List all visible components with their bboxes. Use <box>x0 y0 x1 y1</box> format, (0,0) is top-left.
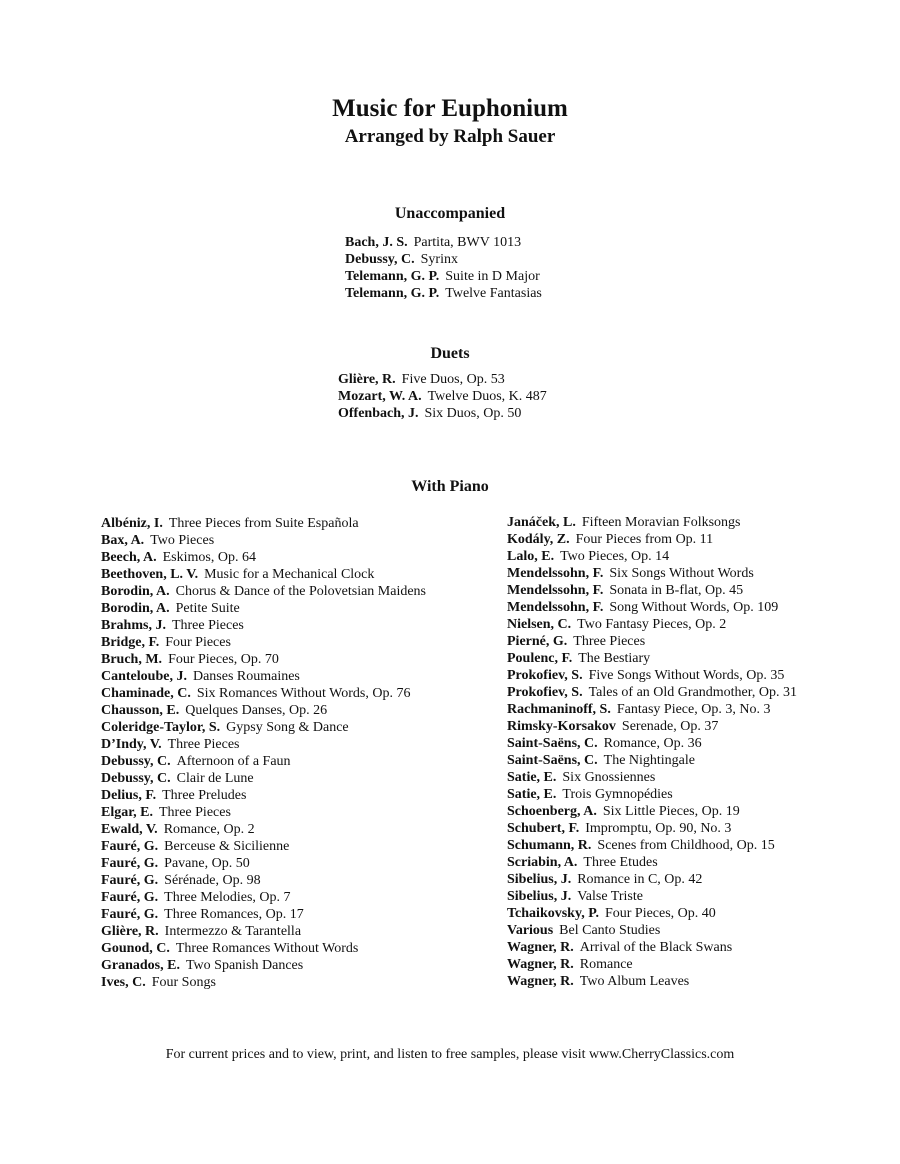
repertoire-entry <box>345 234 542 251</box>
composer-name: Bruch, M. <box>101 652 163 667</box>
work-title: Eskimos, Op. 64 <box>162 550 256 565</box>
repertoire-entry <box>101 532 426 549</box>
footer-note: For current prices and to view, print, and listen to free samples, please visit www.CherryClassics.com <box>165 1047 735 1062</box>
repertoire-entry <box>101 787 426 804</box>
work-title: Six Little Pieces, Op. 19 <box>602 804 740 819</box>
work-title: Three Pieces <box>167 737 240 752</box>
composer-name: Fauré, G. <box>101 873 159 888</box>
work-title: The Nightingale <box>603 753 696 768</box>
repertoire-entry <box>101 515 426 532</box>
composer-name: Beech, A. <box>101 550 157 565</box>
composer-name: Sibelius, J. <box>507 889 572 904</box>
composer-name: Granados, E. <box>101 958 180 973</box>
work-title: Two Pieces, Op. 14 <box>560 549 670 564</box>
repertoire-entry <box>101 600 426 617</box>
repertoire-entry <box>507 837 797 854</box>
repertoire-entry <box>101 770 426 787</box>
composer-name: D’Indy, V. <box>101 737 162 752</box>
repertoire-entry <box>507 684 797 701</box>
composer-name: Mendelssohn, F. <box>507 566 604 581</box>
composer-name: Scriabin, A. <box>507 855 578 870</box>
repertoire-entry <box>507 633 797 650</box>
repertoire-entry <box>101 974 426 991</box>
work-title: Three Romances Without Words <box>175 941 359 956</box>
work-title: The Bestiary <box>578 651 651 666</box>
composer-name: Telemann, G. P. <box>345 269 440 284</box>
with-piano-heading: With Piano <box>411 478 489 495</box>
composer-name: Brahms, J. <box>101 618 166 633</box>
work-title: Serenade, Op. 37 <box>621 719 719 734</box>
repertoire-entry <box>101 753 426 770</box>
repertoire-entry <box>507 854 797 871</box>
work-title: Chorus & Dance of the Polovetsian Maidens <box>175 584 427 599</box>
composer-name: Fauré, G. <box>101 890 159 905</box>
work-title: Trois Gymnopédies <box>562 787 673 802</box>
composer-name: Mendelssohn, F. <box>507 583 604 598</box>
repertoire-entry <box>101 617 426 634</box>
work-title: Two Fantasy Pieces, Op. 2 <box>577 617 727 632</box>
composer-name: Mendelssohn, F. <box>507 600 604 615</box>
work-title: Four Pieces, Op. 40 <box>604 906 716 921</box>
repertoire-entry <box>507 718 797 735</box>
work-title: Romance, Op. 2 <box>163 822 255 837</box>
work-title: Scenes from Childhood, Op. 15 <box>597 838 775 853</box>
work-title: Six Duos, Op. 50 <box>424 406 522 421</box>
repertoire-entry <box>507 871 797 888</box>
composer-name: Bax, A. <box>101 533 145 548</box>
work-title: Two Spanish Dances <box>185 958 304 973</box>
repertoire-entry <box>101 651 426 668</box>
work-title: Three Pieces <box>159 805 231 820</box>
composer-name: Gounod, C. <box>101 941 170 956</box>
work-title: Bel Canto Studies <box>559 923 661 938</box>
composer-name: Wagner, R. <box>507 940 574 955</box>
duets-heading: Duets <box>430 345 470 362</box>
work-title: Fantasy Piece, Op. 3, No. 3 <box>616 702 771 717</box>
work-title: Afternoon of a Faun <box>176 754 291 769</box>
composer-name: Tchaikovsky, P. <box>507 906 599 921</box>
composer-name: Glière, R. <box>338 372 396 387</box>
with-piano-right-column <box>507 514 797 990</box>
unaccompanied-list <box>345 234 542 302</box>
composer-name: Wagner, R. <box>507 957 574 972</box>
work-title: Twelve Duos, K. 487 <box>427 389 547 404</box>
repertoire-entry <box>338 405 547 422</box>
repertoire-entry <box>101 957 426 974</box>
repertoire-entry <box>507 752 797 769</box>
composer-name: Satie, E. <box>507 787 557 802</box>
work-title: Quelques Danses, Op. 26 <box>185 703 328 718</box>
repertoire-entry <box>507 565 797 582</box>
work-title: Berceuse & Sicilienne <box>164 839 290 854</box>
work-title: Pavane, Op. 50 <box>164 856 250 871</box>
composer-name: Schoenberg, A. <box>507 804 597 819</box>
repertoire-entry <box>507 905 797 922</box>
repertoire-entry <box>101 668 426 685</box>
repertoire-entry <box>507 599 797 616</box>
repertoire-entry <box>101 906 426 923</box>
composer-name: Fauré, G. <box>101 856 159 871</box>
repertoire-entry <box>345 268 542 285</box>
repertoire-entry <box>101 855 426 872</box>
work-title: Song Without Words, Op. 109 <box>609 600 779 615</box>
composer-name: Debussy, C. <box>101 771 171 786</box>
composer-name: Fauré, G. <box>101 839 159 854</box>
work-title: Sérénade, Op. 98 <box>164 873 261 888</box>
repertoire-entry <box>101 872 426 889</box>
repertoire-entry <box>507 616 797 633</box>
work-title: Three Pieces <box>573 634 646 649</box>
work-title: Gypsy Song & Dance <box>226 720 349 735</box>
page-subtitle: Arranged by Ralph Sauer <box>344 126 556 147</box>
repertoire-entry <box>101 634 426 651</box>
composer-name: Prokofiev, S. <box>507 668 583 683</box>
repertoire-entry <box>507 786 797 803</box>
repertoire-entry <box>507 650 797 667</box>
composer-name: Pierné, G. <box>507 634 568 649</box>
composer-name: Poulenc, F. <box>507 651 573 666</box>
composer-name: Various <box>507 923 554 938</box>
work-title: Four Pieces, Op. 70 <box>168 652 279 667</box>
composer-name: Debussy, C. <box>345 252 415 267</box>
composer-name: Bach, J. S. <box>345 235 408 250</box>
work-title: Three Preludes <box>162 788 247 803</box>
repertoire-entry <box>507 701 797 718</box>
repertoire-entry <box>338 388 547 405</box>
composer-name: Beethoven, L. V. <box>101 567 199 582</box>
composer-name: Borodin, A. <box>101 584 170 599</box>
work-title: Fifteen Moravian Folksongs <box>581 515 741 530</box>
repertoire-entry <box>101 549 426 566</box>
repertoire-entry <box>101 736 426 753</box>
composer-name: Janáček, L. <box>507 515 576 530</box>
work-title: Twelve Fantasias <box>445 286 542 301</box>
repertoire-entry <box>507 939 797 956</box>
repertoire-entry <box>507 735 797 752</box>
composer-name: Saint-Saëns, C. <box>507 753 598 768</box>
repertoire-entry <box>101 940 426 957</box>
composer-name: Chausson, E. <box>101 703 180 718</box>
composer-name: Schumann, R. <box>507 838 592 853</box>
work-title: Six Romances Without Words, Op. 76 <box>196 686 411 701</box>
work-title: Three Etudes <box>583 855 658 870</box>
repertoire-entry <box>338 371 547 388</box>
work-title: Petite Suite <box>175 601 240 616</box>
work-title: Tales of an Old Grandmother, Op. 31 <box>588 685 797 700</box>
with-piano-left-column <box>101 515 426 991</box>
repertoire-entry <box>101 923 426 940</box>
composer-name: Sibelius, J. <box>507 872 572 887</box>
repertoire-entry <box>101 583 426 600</box>
repertoire-entry <box>101 702 426 719</box>
duets-list <box>338 371 547 422</box>
composer-name: Saint-Saëns, C. <box>507 736 598 751</box>
repertoire-entry <box>345 285 542 302</box>
work-title: Three Pieces <box>171 618 244 633</box>
work-title: Suite in D Major <box>445 269 540 284</box>
work-title: Five Songs Without Words, Op. 35 <box>588 668 785 683</box>
work-title: Four Pieces <box>165 635 231 650</box>
work-title: Romance in C, Op. 42 <box>577 872 703 887</box>
repertoire-entry <box>507 667 797 684</box>
repertoire-entry <box>507 973 797 990</box>
work-title: Intermezzo & Tarantella <box>164 924 302 939</box>
composer-name: Rachmaninoff, S. <box>507 702 611 717</box>
work-title: Impromptu, Op. 90, No. 3 <box>585 821 732 836</box>
work-title: Syrinx <box>420 252 458 267</box>
composer-name: Debussy, C. <box>101 754 171 769</box>
repertoire-entry <box>101 821 426 838</box>
repertoire-entry <box>101 719 426 736</box>
composer-name: Lalo, E. <box>507 549 555 564</box>
composer-name: Coleridge-Taylor, S. <box>101 720 221 735</box>
work-title: Valse Triste <box>577 889 643 904</box>
composer-name: Rimsky-Korsakov <box>507 719 616 734</box>
work-title: Sonata in B-flat, Op. 45 <box>609 583 744 598</box>
work-title: Two Pieces <box>150 533 215 548</box>
repertoire-entry <box>507 769 797 786</box>
work-title: Three Romances, Op. 17 <box>164 907 304 922</box>
composer-name: Bridge, F. <box>101 635 160 650</box>
composer-name: Fauré, G. <box>101 907 159 922</box>
composer-name: Chaminade, C. <box>101 686 191 701</box>
composer-name: Prokofiev, S. <box>507 685 583 700</box>
composer-name: Offenbach, J. <box>338 406 419 421</box>
composer-name: Albéniz, I. <box>101 516 163 531</box>
work-title: Six Songs Without Words <box>609 566 754 581</box>
composer-name: Wagner, R. <box>507 974 574 989</box>
work-title: Romance <box>579 957 633 972</box>
work-title: Three Melodies, Op. 7 <box>164 890 291 905</box>
composer-name: Canteloube, J. <box>101 669 187 684</box>
repertoire-entry <box>101 804 426 821</box>
page-title: Music for Euphonium <box>332 95 568 122</box>
work-title: Three Pieces from Suite Española <box>168 516 359 531</box>
work-title: Clair de Lune <box>176 771 254 786</box>
work-title: Romance, Op. 36 <box>603 736 702 751</box>
repertoire-entry <box>507 888 797 905</box>
work-title: Partita, BWV 1013 <box>413 235 522 250</box>
composer-name: Ives, C. <box>101 975 146 990</box>
work-title: Danses Roumaines <box>192 669 300 684</box>
composer-name: Nielsen, C. <box>507 617 572 632</box>
repertoire-entry <box>507 548 797 565</box>
composer-name: Telemann, G. P. <box>345 286 440 301</box>
composer-name: Mozart, W. A. <box>338 389 422 404</box>
composer-name: Glière, R. <box>101 924 159 939</box>
repertoire-entry <box>101 566 426 583</box>
repertoire-entry <box>345 251 542 268</box>
composer-name: Delius, F. <box>101 788 157 803</box>
work-title: Four Songs <box>151 975 216 990</box>
work-title: Six Gnossiennes <box>562 770 656 785</box>
repertoire-entry <box>507 514 797 531</box>
work-title: Music for a Mechanical Clock <box>204 567 375 582</box>
repertoire-entry <box>507 956 797 973</box>
repertoire-entry <box>507 922 797 939</box>
composer-name: Elgar, E. <box>101 805 153 820</box>
repertoire-entry <box>101 838 426 855</box>
repertoire-entry <box>507 582 797 599</box>
work-title: Five Duos, Op. 53 <box>401 372 505 387</box>
repertoire-entry <box>507 820 797 837</box>
work-title: Arrival of the Black Swans <box>579 940 733 955</box>
repertoire-entry <box>507 531 797 548</box>
repertoire-entry <box>507 803 797 820</box>
composer-name: Schubert, F. <box>507 821 580 836</box>
work-title: Four Pieces from Op. 11 <box>575 532 714 547</box>
repertoire-entry <box>101 685 426 702</box>
work-title: Two Album Leaves <box>579 974 690 989</box>
unaccompanied-heading: Unaccompanied <box>394 205 506 222</box>
composer-name: Kodály, Z. <box>507 532 570 547</box>
repertoire-entry <box>101 889 426 906</box>
composer-name: Borodin, A. <box>101 601 170 616</box>
composer-name: Ewald, V. <box>101 822 158 837</box>
composer-name: Satie, E. <box>507 770 557 785</box>
